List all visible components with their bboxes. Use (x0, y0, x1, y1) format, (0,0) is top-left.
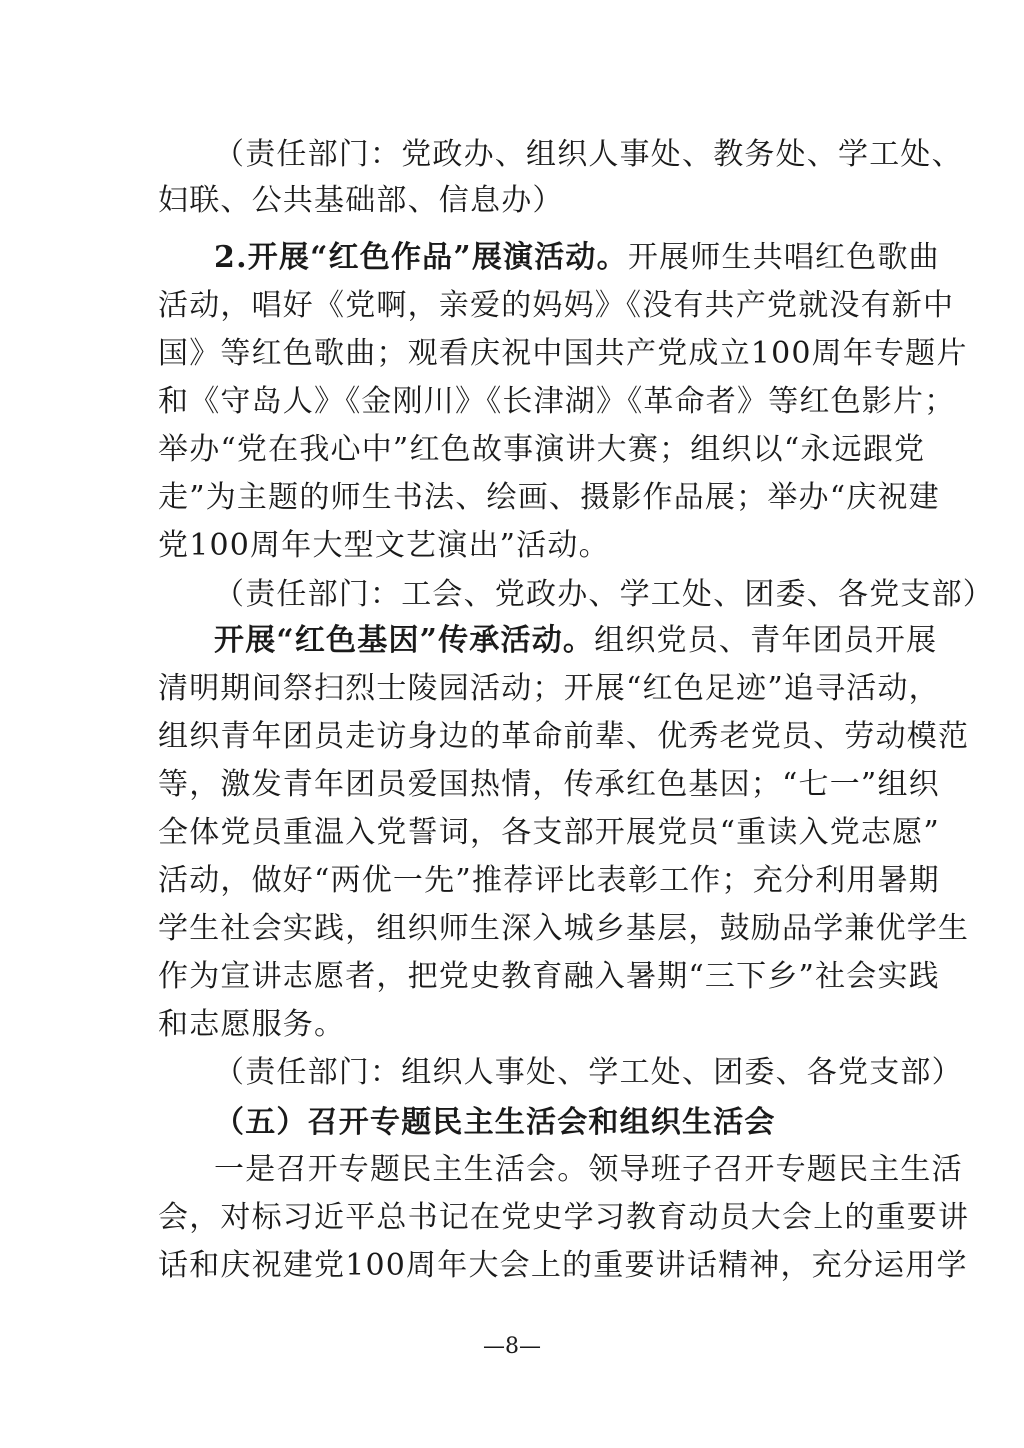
paragraph-line: 举办“党在我心中”红色故事演讲大赛；组织以“永远跟党 (158, 432, 926, 467)
paragraph-line: 话和庆祝建党100周年大会上的重要讲话精神，充分运用学 (158, 1248, 968, 1283)
item-3-heading: 开展“红色基因”传承活动。 (214, 623, 595, 658)
item-3-text: 组织党员、青年团员开展 (594, 623, 938, 658)
paragraph-line: 会，对标习近平总书记在党史学习教育动员大会上的重要讲 (158, 1200, 970, 1235)
paragraph-line: 组织青年团员走访身边的革命前辈、优秀老党员、劳动模范 (158, 719, 970, 754)
responsibility-line-1: （责任部门：党政办、组织人事处、教务处、学工处、 (214, 137, 963, 172)
responsibility-line-3: （责任部门：组织人事处、学工处、团委、各党支部） (214, 1055, 963, 1090)
paragraph-line: 妇联、公共基础部、信息办） (158, 183, 564, 218)
item-3-line (214, 621, 937, 661)
paragraph-line: 全体党员重温入党誓词，各支部开展党员“重读入党志愿” (158, 815, 940, 850)
paragraph-line: 一是召开专题民主生活会。领导班子召开专题民主生活 (214, 1152, 963, 1187)
paragraph-line: 活动，唱好《党啊，亲爱的妈妈》《没有共产党就没有新中 (158, 288, 955, 323)
paragraph-line: 学生社会实践，组织师生深入城乡基层，鼓励品学兼优学生 (158, 911, 970, 946)
item-2-heading: 2.开展“红色作品”展演活动。 (214, 240, 628, 275)
paragraph-line: 党100周年大型文艺演出”活动。 (158, 528, 610, 563)
page-number: —8— (483, 1334, 541, 1359)
responsibility-line-2: （责任部门：工会、党政办、学工处、团委、各党支部） (214, 577, 994, 612)
item-2-line (214, 238, 940, 278)
paragraph-line: 和志愿服务。 (158, 1007, 346, 1042)
section-heading: （五）召开专题民主生活会和组织生活会 (214, 1105, 776, 1140)
paragraph-line: 和《守岛人》《金刚川》《长津湖》《革命者》等红色影片； (158, 384, 956, 419)
paragraph-line: 等，激发青年团员爱国热情，传承红色基因；“七一”组织 (158, 767, 940, 802)
paragraph-line: 清明期间祭扫烈士陵园活动；开展“红色足迹”追寻活动， (158, 671, 940, 706)
paragraph-line: 活动，做好“两优一先”推荐评比表彰工作；充分利用暑期 (158, 863, 940, 898)
paragraph-line: 走”为主题的师生书法、绘画、摄影作品展；举办“庆祝建 (158, 480, 940, 515)
paragraph-line: 作为宣讲志愿者，把党史教育融入暑期“三下乡”社会实践 (158, 959, 940, 994)
paragraph-line: 国》等红色歌曲；观看庆祝中国共产党成立100周年专题片 (158, 336, 968, 371)
item-2-text: 开展师生共唱红色歌曲 (627, 240, 940, 275)
